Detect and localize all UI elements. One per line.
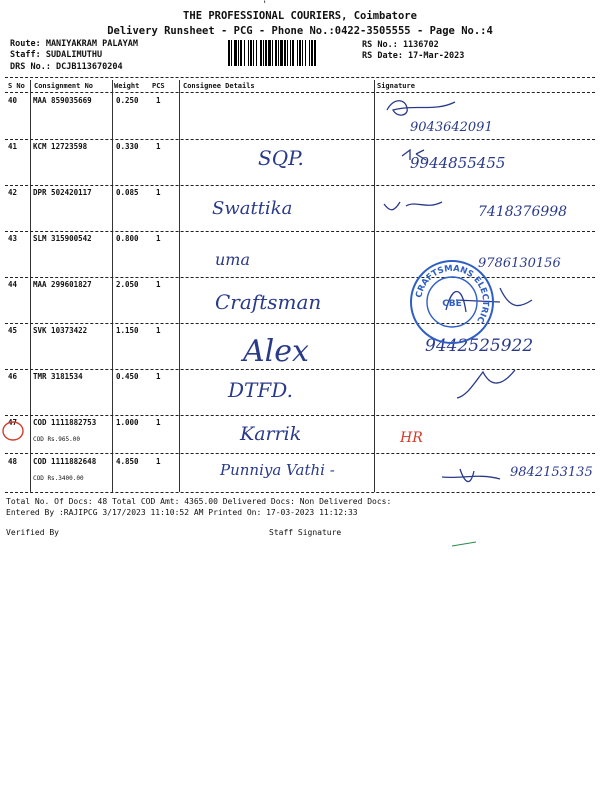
svg-text:CRAFTSMANS ELECTRIC xyxy=(414,264,490,325)
row-sno: 43 xyxy=(8,234,18,243)
row-sno: 45 xyxy=(8,326,18,335)
row-consignee-handwriting: Craftsman xyxy=(215,290,322,314)
signature-scribble xyxy=(400,148,500,184)
column-line xyxy=(374,80,375,492)
row-signature-handwriting: 9043642091 xyxy=(410,120,493,135)
company-stamp xyxy=(408,258,496,346)
row-weight: 1.000 xyxy=(116,418,139,427)
row-signature-handwriting: 9786130156 xyxy=(478,256,561,271)
staff-label: Staff: SUDALIMUTHU xyxy=(10,50,103,60)
col-consignment-no: Consignment No xyxy=(34,82,94,90)
row-divider xyxy=(5,453,595,454)
company-title: THE PROFESSIONAL COURIERS, Coimbatore xyxy=(183,10,417,22)
column-line xyxy=(30,80,31,492)
stamp-ring-text: CRAFTSMANS ELECTRIC xyxy=(414,263,491,325)
column-line xyxy=(179,80,180,492)
row-pcs: 1 xyxy=(156,142,161,151)
row-divider xyxy=(5,415,595,416)
row-pcs: 1 xyxy=(156,326,161,335)
signature-scribble xyxy=(382,198,482,234)
divider xyxy=(5,77,595,78)
signature-scribble xyxy=(385,96,485,132)
row-consignee-handwriting: uma xyxy=(215,250,251,269)
column-line xyxy=(112,80,113,492)
row-consignment-no: KCM 12723598 xyxy=(33,142,88,151)
rs-number: RS No.: 1136702 xyxy=(362,40,439,50)
row-consignment-no: COD 1111882648 xyxy=(33,457,97,466)
signature-scribble xyxy=(455,368,555,404)
col-weight: Weight xyxy=(114,82,140,90)
row-sno: 47 xyxy=(8,418,18,427)
row-sno: 44 xyxy=(8,280,18,289)
pen-mark: ' xyxy=(262,0,268,10)
row-weight: 4.850 xyxy=(116,457,139,466)
col-pcs: PCS xyxy=(152,82,165,90)
row-signature-handwriting: 9944855455 xyxy=(410,154,506,172)
row-weight: 0.330 xyxy=(116,142,139,151)
row-sno: 46 xyxy=(8,372,18,381)
col-signature: Signature xyxy=(377,82,415,90)
row-weight: 2.050 xyxy=(116,280,139,289)
row-consignee-handwriting: Alex xyxy=(243,334,309,369)
row-sno: 48 xyxy=(8,457,18,466)
row-consignment-no: COD 1111882753 xyxy=(33,418,97,427)
divider xyxy=(5,92,595,93)
row-pcs: 1 xyxy=(156,418,161,427)
totals-line: Total No. Of Docs: 48 Total COD Amt: 4365.00 Delivered Docs: Non Delivered Docs: xyxy=(6,497,392,506)
barcode xyxy=(228,40,353,66)
entered-by-line: Entered By :RAJIPCG 3/17/2023 11:10:52 AM Printed On: 17-03-2023 11:12:33 xyxy=(6,508,358,517)
row-consignee-handwriting: Karrik xyxy=(240,423,302,445)
route-label: Route: MANIYAKRAM PALAYAM xyxy=(10,39,138,49)
row-consignee-handwriting: SQP. xyxy=(258,146,304,170)
row-consignee-handwriting: DTFD. xyxy=(228,378,293,402)
row-consignment-no: MAA 859035669 xyxy=(33,96,92,105)
verified-by-label: Verified By xyxy=(6,528,59,537)
red-circle-mark xyxy=(1,419,27,443)
row-consignment-no: TMR 3181534 xyxy=(33,372,83,381)
row-consignee-handwriting: Punniya Vathi - xyxy=(220,461,335,479)
row-weight: 0.250 xyxy=(116,96,139,105)
row-pcs: 1 xyxy=(156,234,161,243)
row-signature-handwriting: HR xyxy=(400,430,423,446)
row-divider xyxy=(5,139,595,140)
row-pcs: 1 xyxy=(156,96,161,105)
row-weight: 1.150 xyxy=(116,326,139,335)
row-pcs: 1 xyxy=(156,372,161,381)
drs-number: DRS No.: DCJB113670204 xyxy=(10,62,123,72)
row-divider xyxy=(5,185,595,186)
row-divider xyxy=(5,277,595,278)
row-pcs: 1 xyxy=(156,280,161,289)
row-signature-handwriting: 7418376998 xyxy=(478,204,568,220)
staff-signature-label: Staff Signature xyxy=(269,528,342,537)
row-cod-amount: COD Rs.3400.00 xyxy=(33,475,84,482)
row-weight: 0.085 xyxy=(116,188,139,197)
rs-date: RS Date: 17-Mar-2023 xyxy=(362,51,465,61)
row-pcs: 1 xyxy=(156,188,161,197)
pen-stroke xyxy=(450,540,480,548)
row-divider xyxy=(5,231,595,232)
row-consignment-no: DPR 502420117 xyxy=(33,188,92,197)
barcode-bar xyxy=(316,40,317,66)
col-consignee-details: Consignee Details xyxy=(183,82,255,90)
row-sno: 41 xyxy=(8,142,18,151)
runsheet-title: Delivery Runsheet - PCG - Phone No.:0422-3505555 - Page No.:4 xyxy=(107,25,493,37)
row-consignment-no: SLM 315900542 xyxy=(33,234,92,243)
row-cod-amount: COD Rs.965.00 xyxy=(33,436,80,443)
row-consignment-no: MAA 299601827 xyxy=(33,280,92,289)
row-signature-handwriting: 9442525922 xyxy=(425,336,534,356)
row-consignment-no: SVK 10373422 xyxy=(33,326,88,335)
row-pcs: 1 xyxy=(156,457,161,466)
row-sno: 42 xyxy=(8,188,18,197)
row-weight: 0.450 xyxy=(116,372,139,381)
row-consignee-handwriting: Swattika xyxy=(212,198,293,219)
row-divider xyxy=(5,323,595,324)
signature-scribble xyxy=(440,467,540,503)
row-sno: 40 xyxy=(8,96,18,105)
col-sno: S No xyxy=(8,82,25,90)
stamp-center-text: CBE xyxy=(442,299,462,309)
row-signature-handwriting: 9842153135 xyxy=(510,465,593,480)
row-weight: 0.800 xyxy=(116,234,139,243)
